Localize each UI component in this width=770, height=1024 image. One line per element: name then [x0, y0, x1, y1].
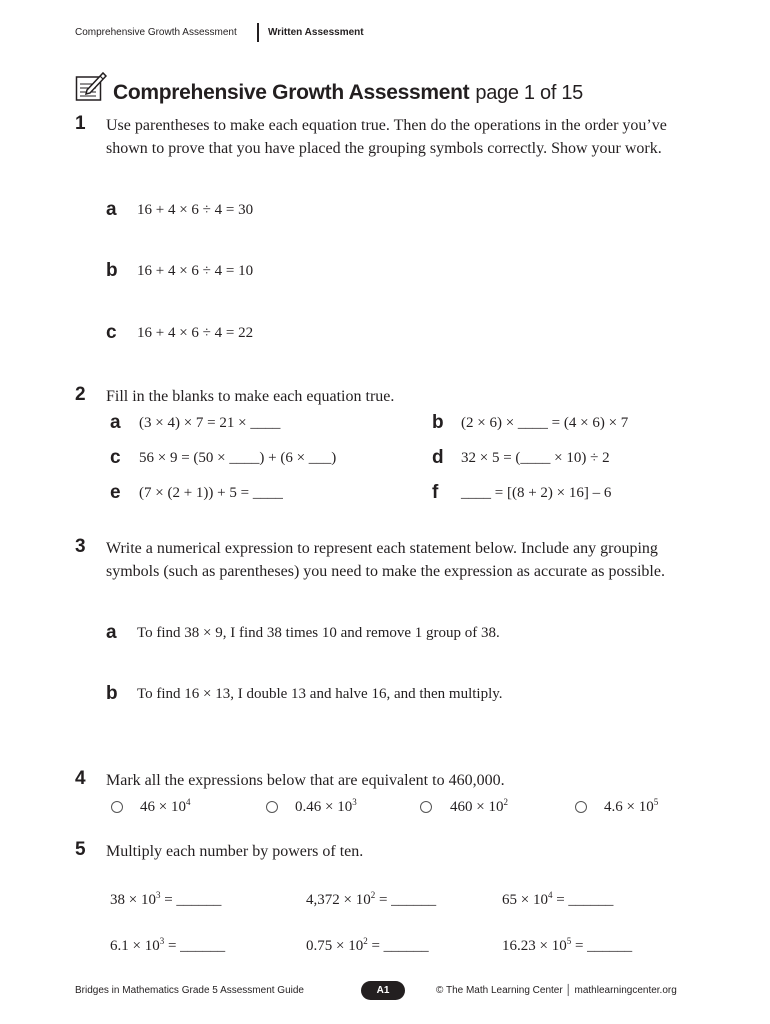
q1c-expression: 16 + 4 × 6 ÷ 4 = 22	[137, 325, 254, 341]
q5-item-4-blank: = ______	[164, 938, 226, 954]
pencil-paper-icon	[75, 70, 107, 102]
q5-item-2-blank: = ______	[375, 892, 437, 908]
q4-text: Mark all the expressions below that are equivalent to 460,000.	[106, 772, 505, 789]
header-left: Comprehensive Growth Assessment	[75, 27, 237, 38]
q2a-letter: a	[110, 412, 121, 433]
q5-item-5-base: 0.75 × 10	[306, 938, 364, 954]
q1-number: 1	[75, 113, 86, 134]
header-right: Written Assessment	[268, 27, 364, 38]
q5-item-6-blank: = ______	[571, 938, 633, 954]
q1a-letter: a	[106, 199, 117, 220]
q5-item-1-blank: = ______	[160, 892, 222, 908]
q2-number: 2	[75, 384, 86, 405]
q5-item-6-base: 16.23 × 10	[502, 938, 567, 954]
q3-text: Write a numerical expression to represent each statement below. Include any grouping symbols (such as parentheses) you need to make the expression as accurate as possible.	[106, 540, 665, 580]
q4-option-d	[604, 799, 658, 816]
title-main: Comprehensive Growth Assessment	[113, 81, 470, 104]
q5-item-3	[502, 892, 613, 909]
q5-item-5-blank: = ______	[367, 938, 429, 954]
q4-option-b-base: 0.46 × 10	[295, 799, 353, 815]
q2d-expression: 32 × 5 = (____ × 10) ÷ 2	[461, 450, 610, 466]
q4-option-b-exponent: 3	[352, 797, 357, 807]
q4-option-d-radio[interactable]	[575, 801, 587, 813]
q5-item-1-base: 38 × 10	[110, 892, 156, 908]
q2c-expression: 56 × 9 = (50 × ____) + (6 × ___)	[139, 450, 337, 466]
q2b-expression: (2 × 6) × ____ = (4 × 6) × 7	[461, 415, 629, 431]
footer-page-number: A1	[361, 981, 405, 1000]
q4-option-c-exponent: 2	[503, 797, 508, 807]
q1b-letter: b	[106, 260, 118, 281]
q1b-expression: 16 + 4 × 6 ÷ 4 = 10	[137, 263, 254, 279]
q1-text: Use parentheses to make each equation true. Then do the operations in the order you’ve shown to prove that you have placed the grouping symbols correctly. Show your work.	[106, 117, 667, 157]
q3-number: 3	[75, 536, 86, 557]
q4-option-a	[140, 799, 190, 816]
q5-item-4-exponent: 3	[159, 936, 165, 946]
q5-item-5	[306, 938, 429, 955]
q4-number: 4	[75, 768, 86, 789]
q2e-expression: (7 × (2 + 1)) + 5 = ____	[139, 485, 283, 501]
q5-item-6	[502, 938, 632, 955]
q5-item-3-base: 65 × 10	[502, 892, 548, 908]
q5-item-1-exponent: 3	[155, 890, 161, 900]
q5-number: 5	[75, 839, 86, 860]
q3b-statement: To find 16 × 13, I double 13 and halve 16, and then multiply.	[137, 686, 503, 702]
q5-item-5-exponent: 2	[363, 936, 368, 946]
q4-option-c-base: 460 × 10	[450, 799, 504, 815]
q4-option-b	[295, 799, 357, 816]
footer-right: © The Math Learning Center │ mathlearningcenter.org	[436, 985, 677, 996]
q4-option-a-base: 46 × 10	[140, 799, 186, 815]
q4-option-d-base: 4.6 × 10	[604, 799, 654, 815]
q5-item-2-exponent: 2	[370, 890, 376, 900]
q3a-statement: To find 38 × 9, I find 38 times 10 and remove 1 group of 38.	[137, 625, 500, 641]
q2b-letter: b	[432, 412, 444, 433]
q2e-letter: e	[110, 482, 121, 503]
q1a-expression: 16 + 4 × 6 ÷ 4 = 30	[137, 202, 254, 218]
q4-option-a-exponent: 4	[185, 797, 191, 807]
q2f-expression: ____ = [(8 + 2) × 16] – 6	[461, 485, 612, 501]
q5-text: Multiply each number by powers of ten.	[106, 843, 364, 860]
header-divider	[257, 23, 259, 42]
footer-left: Bridges in Mathematics Grade 5 Assessment Guide	[75, 985, 304, 996]
q4-option-d-exponent: 5	[653, 797, 659, 807]
q5-item-1	[110, 892, 221, 909]
q2a-expression: (3 × 4) × 7 = 21 × ____	[139, 415, 281, 431]
q5-item-2	[306, 892, 436, 909]
q5-item-4-base: 6.1 × 10	[110, 938, 160, 954]
q4-option-c	[450, 799, 508, 816]
q2-text: Fill in the blanks to make each equation true.	[106, 388, 395, 405]
q3b-letter: b	[106, 683, 118, 704]
q5-item-6-exponent: 5	[566, 936, 572, 946]
q4-option-a-radio[interactable]	[111, 801, 123, 813]
q5-item-3-exponent: 4	[547, 890, 553, 900]
page-title	[113, 81, 583, 105]
q4-option-b-radio[interactable]	[266, 801, 278, 813]
q5-item-2-base: 4,372 × 10	[306, 892, 371, 908]
q5-item-4	[110, 938, 225, 955]
q2c-letter: c	[110, 447, 121, 468]
q5-item-3-blank: = ______	[552, 892, 614, 908]
q2d-letter: d	[432, 447, 444, 468]
q3a-letter: a	[106, 622, 117, 643]
q2f-letter: f	[432, 482, 439, 503]
q4-option-c-radio[interactable]	[420, 801, 432, 813]
title-page-indicator: page 1 of 15	[475, 82, 583, 104]
q1c-letter: c	[106, 322, 117, 343]
